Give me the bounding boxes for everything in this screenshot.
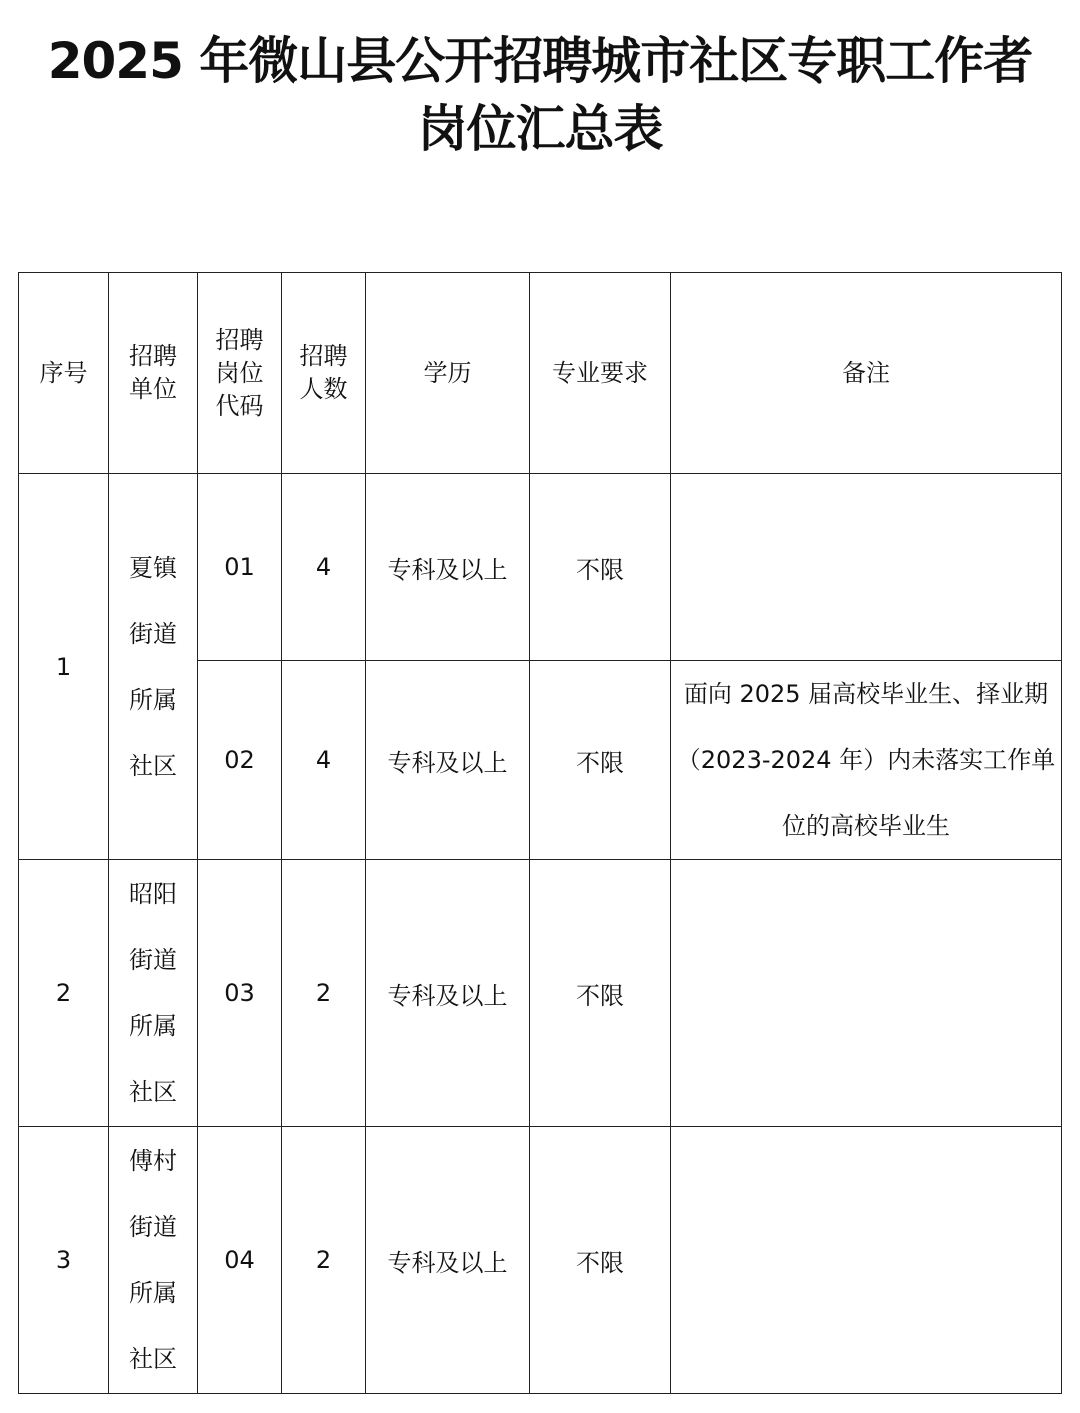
table-row [19, 860, 1062, 1127]
header-seq: 序号 [19, 273, 109, 474]
header-major: 专业要求 [530, 273, 671, 474]
cell-note: 面向 2025 届高校毕业生、择业期（2023-2024 年）内未落实工作单位的高校毕业生 [671, 661, 1062, 860]
cell-count: 2 [282, 1127, 366, 1394]
table-row [19, 1127, 1062, 1394]
cell-count: 4 [282, 474, 366, 661]
header-row [19, 273, 1062, 474]
cell-note [671, 474, 1062, 661]
cell-major: 不限 [530, 661, 671, 860]
header-note: 备注 [671, 273, 1062, 474]
cell-unit: 夏镇街道所属社区 [109, 474, 198, 860]
header-education: 学历 [366, 273, 530, 474]
page-title: 2025 年微山县公开招聘城市社区专职工作者 [47, 32, 1033, 90]
cell-code: 02 [198, 661, 282, 860]
recruitment-table [18, 272, 1062, 1394]
header-code: 招聘岗位代码 [198, 273, 282, 474]
cell-note [671, 1127, 1062, 1394]
cell-seq: 3 [19, 1127, 109, 1394]
page-subtitle: 岗位汇总表 [417, 100, 663, 158]
cell-major: 不限 [530, 860, 671, 1127]
cell-major: 不限 [530, 1127, 671, 1394]
cell-code: 03 [198, 860, 282, 1127]
cell-count: 4 [282, 661, 366, 860]
header-unit: 招聘单位 [109, 273, 198, 474]
cell-note [671, 860, 1062, 1127]
header-count: 招聘人数 [282, 273, 366, 474]
cell-seq: 1 [19, 474, 109, 860]
cell-unit: 傅村街道所属社区 [109, 1127, 198, 1394]
cell-major: 不限 [530, 474, 671, 661]
cell-code: 04 [198, 1127, 282, 1394]
table-row [19, 474, 1062, 661]
cell-unit: 昭阳街道所属社区 [109, 860, 198, 1127]
cell-seq: 2 [19, 860, 109, 1127]
cell-education: 专科及以上 [366, 474, 530, 661]
cell-education: 专科及以上 [366, 860, 530, 1127]
cell-code: 01 [198, 474, 282, 661]
cell-education: 专科及以上 [366, 1127, 530, 1394]
cell-count: 2 [282, 860, 366, 1127]
cell-education: 专科及以上 [366, 661, 530, 860]
